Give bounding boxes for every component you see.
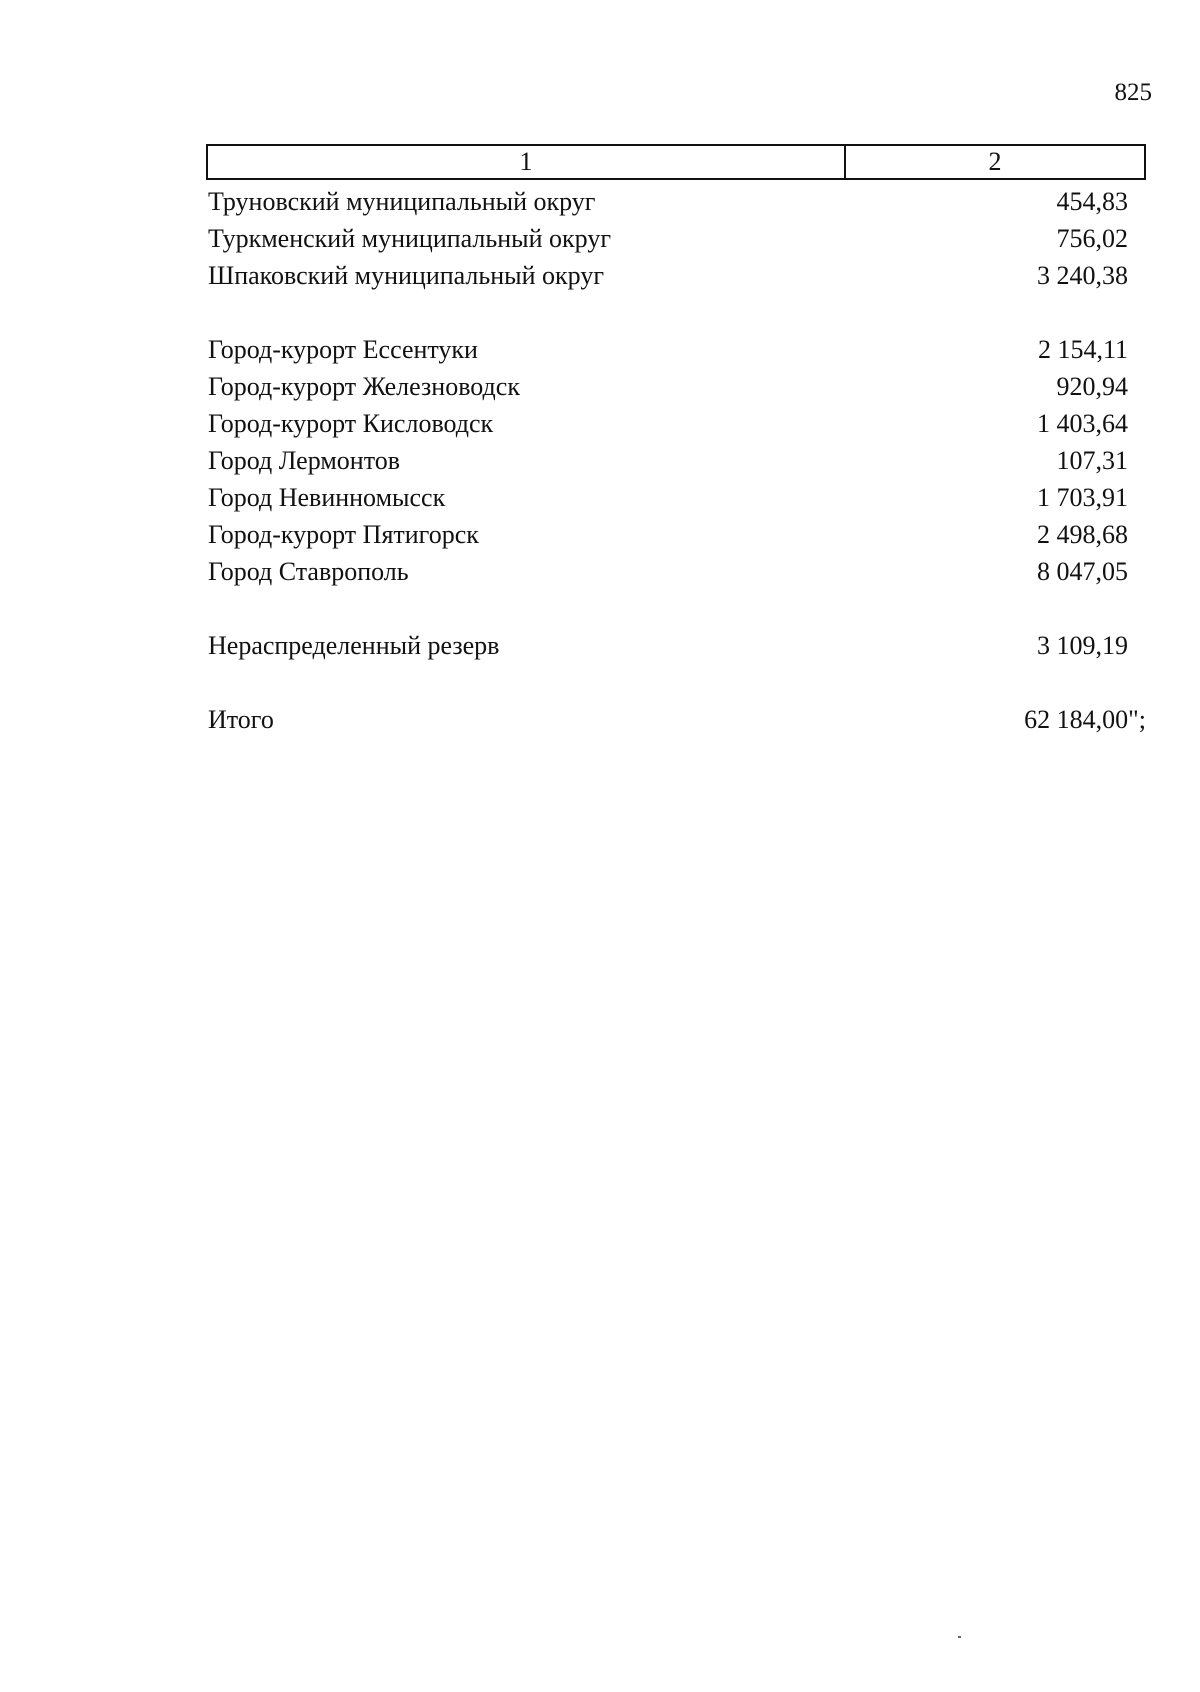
- row-label: Шпаковский муниципальный округ: [208, 261, 604, 290]
- row-value: 920,94: [1056, 372, 1128, 401]
- table-row: [208, 257, 1128, 294]
- row-label: Город Невинномысск: [208, 483, 446, 512]
- table-row: [208, 442, 1128, 479]
- row-label: Труновский муниципальный округ: [208, 187, 596, 216]
- table-body: [208, 183, 1146, 738]
- table-row: [208, 183, 1128, 220]
- row-value: 2 498,68: [1037, 520, 1128, 549]
- row-label: Город Ставрополь: [208, 557, 409, 586]
- row-value: 454,83: [1056, 187, 1128, 216]
- table-row: [208, 405, 1128, 442]
- row-label: Город-курорт Кисловодск: [208, 409, 494, 438]
- total-value: 62 184,00";: [1024, 705, 1146, 734]
- table-row: [208, 479, 1128, 516]
- row-value: 1 703,91: [1037, 483, 1128, 512]
- reserve-row: [208, 627, 1128, 664]
- row-spacer: [208, 664, 1128, 701]
- row-value: 3 240,38: [1037, 261, 1128, 290]
- row-value: 756,02: [1056, 224, 1128, 253]
- scan-artifact: [958, 1636, 961, 1638]
- row-value: 8 047,05: [1037, 557, 1128, 586]
- row-spacer: [208, 294, 1128, 331]
- total-row: [208, 701, 1146, 738]
- header-col-2: 2: [988, 147, 1002, 176]
- row-spacer: [208, 590, 1128, 627]
- header-col-1: 1: [208, 146, 846, 178]
- row-label: Город Лермонтов: [208, 446, 400, 475]
- table-row: [208, 553, 1128, 590]
- row-value: 107,31: [1056, 446, 1128, 475]
- row-value: 2 154,11: [1037, 335, 1128, 364]
- row-label: Город-курорт Пятигорск: [208, 520, 479, 549]
- total-label: Итого: [208, 705, 274, 734]
- row-value: 1 403,64: [1037, 409, 1128, 438]
- table-row: [208, 331, 1128, 368]
- table-row: [208, 368, 1128, 405]
- table-row: [208, 516, 1128, 553]
- table-header: [206, 144, 1146, 180]
- table-row: [208, 220, 1128, 257]
- reserve-label: Нераспределенный резерв: [208, 631, 500, 660]
- row-label: Город-курорт Железноводск: [208, 372, 520, 401]
- reserve-value: 3 109,19: [1037, 631, 1128, 660]
- row-label: Город-курорт Ессентуки: [208, 335, 478, 364]
- row-label: Туркменский муниципальный округ: [208, 224, 611, 253]
- page-number: 825: [1114, 79, 1152, 106]
